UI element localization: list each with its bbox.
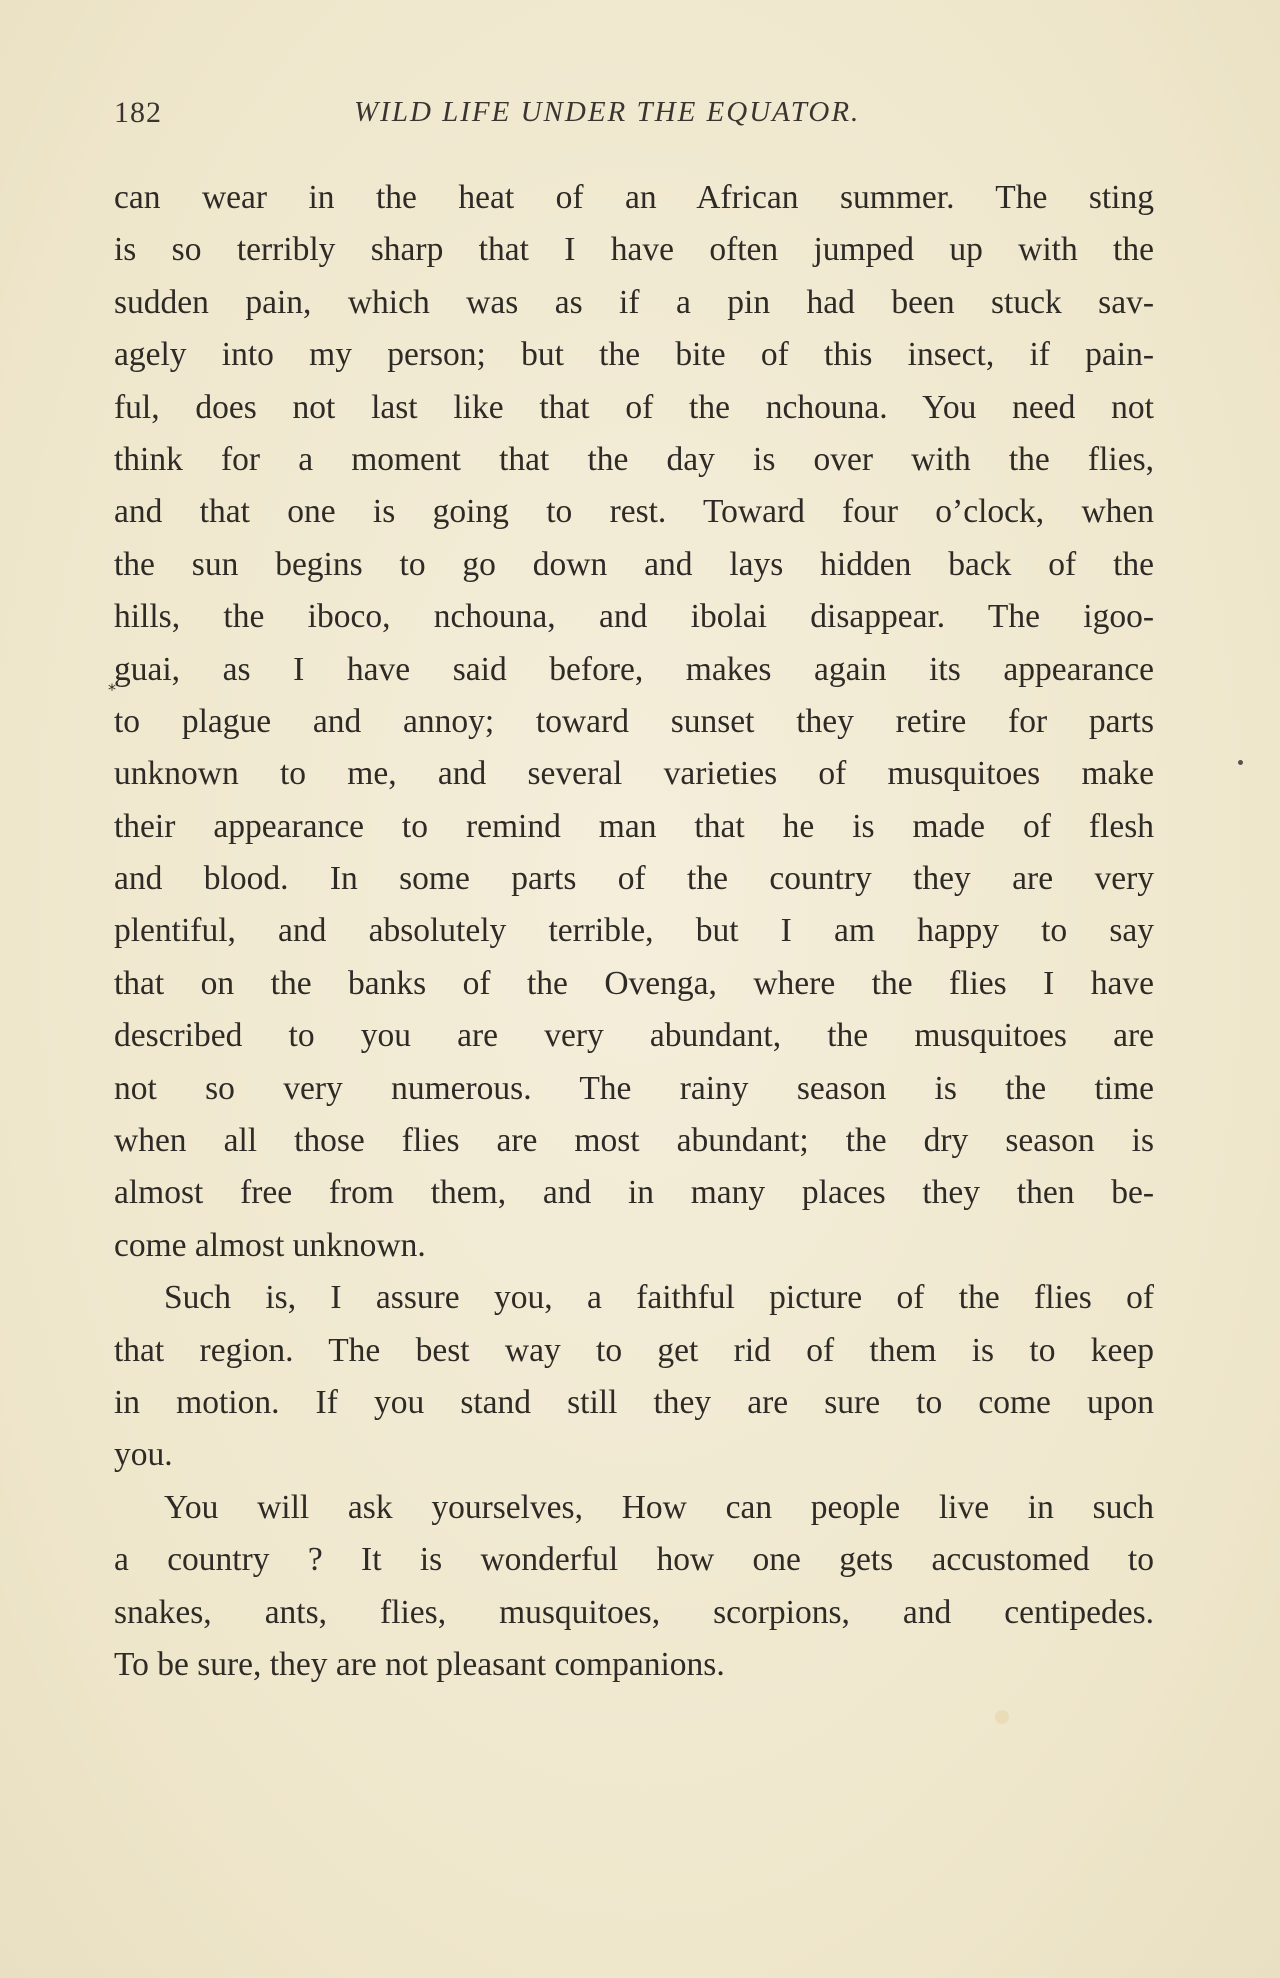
text-line: come almost unknown. [114, 1226, 426, 1264]
text-line: plentiful, and absolutely terrible, but I am happy to say [114, 912, 1154, 950]
text-line: almost free from them, and in many places they then be- [114, 1174, 1154, 1212]
running-title: WILD LIFE UNDER THE EQUATOR. [354, 96, 861, 128]
running-head [114, 96, 1144, 136]
text-line: hills, the iboco, nchouna, and ibolai disappear. The igoo- [114, 598, 1154, 636]
text-line: and blood. In some parts of the country they are very [114, 860, 1154, 898]
text-line: not so very numerous. The rainy season is the time [114, 1069, 1154, 1107]
text-line: sudden pain, which was as if a pin had been stuck sav- [114, 283, 1154, 321]
text-line: To be sure, they are not pleasant companions. [114, 1645, 725, 1683]
text-line: is so terribly sharp that I have often jumped up with the [114, 231, 1154, 269]
text-line: their appearance to remind man that he is made of flesh [114, 807, 1154, 845]
asterisk-mark: * [108, 680, 116, 699]
text-line: Such is, I assure you, a faithful picture of the flies of [164, 1279, 1154, 1317]
text-line: in motion. If you stand still they are sure to come upon [114, 1383, 1154, 1421]
text-line: snakes, ants, flies, musquitoes, scorpions, and centipedes. [114, 1593, 1154, 1631]
text-line: agely into my person; but the bite of this insect, if pain- [114, 336, 1154, 374]
text-line: that region. The best way to get rid of them is to keep [114, 1331, 1154, 1369]
text-line: a country ? It is wonderful how one gets accustomed to [114, 1541, 1154, 1579]
text-line: think for a moment that the day is over with the flies, [114, 440, 1154, 478]
text-line: you. [114, 1436, 173, 1474]
page-number: 182 [114, 96, 162, 129]
text-line: the sun begins to go down and lays hidden back of the [114, 545, 1154, 583]
text-line: unknown to me, and several varieties of musquitoes make [114, 755, 1154, 793]
text-line: and that one is going to rest. Toward four o’clock, when [114, 493, 1154, 531]
body-text [114, 172, 1154, 1691]
text-line: guai, as I have said before, makes again its appearance [114, 650, 1154, 688]
text-line: can wear in the heat of an African summer. The sting [114, 179, 1154, 216]
text-line: You will ask yourselves, How can people live in such [164, 1488, 1154, 1526]
text-line: that on the banks of the Ovenga, where the flies I have [114, 964, 1154, 1002]
text-line: described to you are very abundant, the musquitoes are [114, 1017, 1154, 1055]
text-line: when all those flies are most abundant; the dry season is [114, 1122, 1154, 1160]
text-line: to plague and annoy; toward sunset they retire for parts [114, 702, 1154, 740]
margin-dot [1238, 760, 1243, 765]
paper-stain [995, 1710, 1009, 1724]
text-line: ful, does not last like that of the nchouna. You need not [114, 388, 1154, 426]
